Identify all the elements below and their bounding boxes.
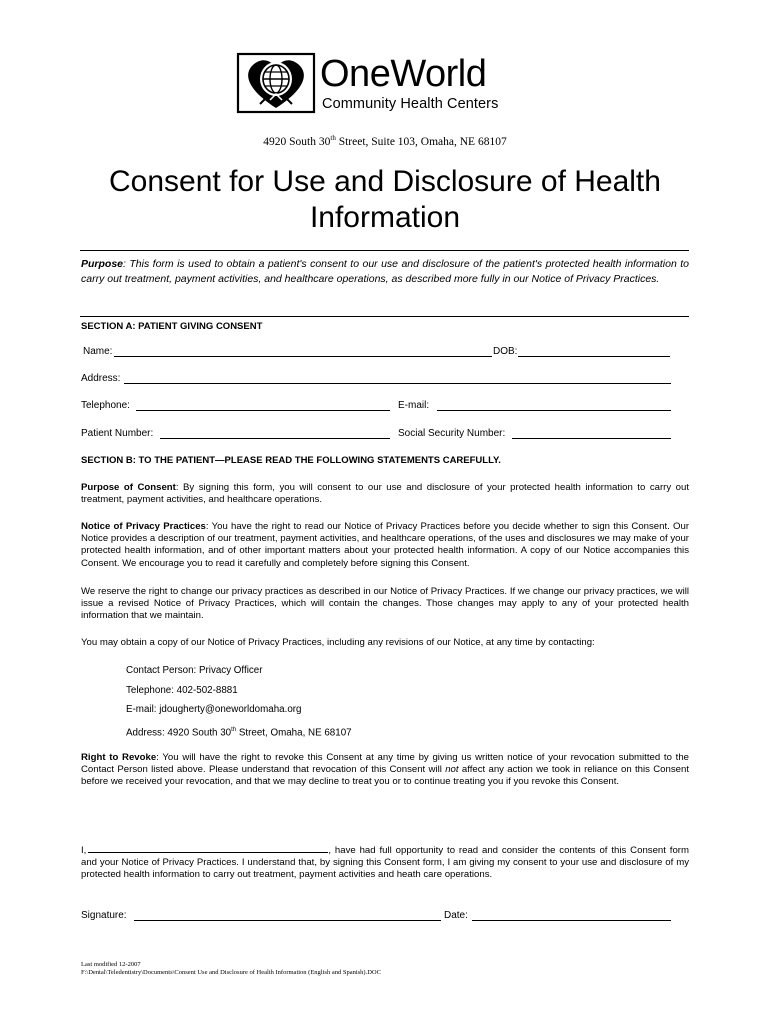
purpose-of-consent-paragraph: Purpose of Consent: By signing this form, you will consent to our use and disclosure of your protected health information to carry out treatment, payment activities, and healthcare operations.: [81, 482, 689, 506]
acknowledgement-paragraph: I, , have had full opportunity to read and consider the contents of this Consent form and your Notice of Privacy Practices. I understand that, by signing this Consent form, I am giving my consent to your use and disclosure of my protected health information to carry out treatment, payment activities and heath care operations.: [81, 845, 689, 881]
contact-email: E-mail: jdougherty@oneworldomaha.org: [126, 704, 302, 715]
footer-modified: Last modified 12-2007: [81, 961, 141, 968]
contact-address: Address: 4920 South 30th Street, Omaha, NE 68107: [126, 727, 352, 739]
purpose-label: Purpose: [81, 258, 124, 270]
patient-number-label: Patient Number:: [81, 428, 154, 439]
email-field[interactable]: [437, 410, 671, 411]
oneworld-logo: [236, 52, 536, 118]
org-subtitle: Community Health Centers: [322, 96, 499, 112]
telephone-field[interactable]: [136, 410, 390, 411]
revoke-label: Right to Revoke: [81, 752, 157, 763]
telephone-label: Telephone:: [81, 400, 130, 411]
address-label: Address:: [81, 373, 121, 384]
acknowledgement-name-field[interactable]: [88, 843, 328, 853]
patient-number-field[interactable]: [160, 438, 390, 439]
email-label: E-mail:: [398, 400, 430, 411]
contact-person: Contact Person: Privacy Officer: [126, 665, 263, 676]
divider: [80, 250, 689, 251]
contact-telephone: Telephone: 402-502-8881: [126, 685, 238, 696]
form-title: Consent for Use and Disclosure of Health Information: [109, 165, 661, 234]
ssn-label: Social Security Number:: [398, 428, 506, 439]
name-label: Name:: [83, 346, 113, 357]
purpose-paragraph: Purpose: This form is used to obtain a patient's consent to our use and disclosure of the patient's protected health information to carry out treatment, payment activities, and healthcare operations, as described more fully in our Notice of Privacy Practices.: [81, 258, 689, 285]
org-name: OneWorld: [320, 53, 487, 95]
heart-globe-logo-icon: [236, 52, 316, 114]
section-b-heading: SECTION B: TO THE PATIENT—PLEASE READ THE FOLLOWING STATEMENTS CAREFULLY.: [81, 455, 501, 466]
name-field[interactable]: [114, 356, 492, 357]
divider: [80, 316, 689, 317]
notice-label: Notice of Privacy Practices: [81, 521, 206, 532]
notice-paragraph: Notice of Privacy Practices: You have the right to read our Notice of Privacy Practices before you decide whether to sign this Consent. Our Notice provides a description of our treatment, payment activities, and healthcare operations, of the uses and disclosures we may make of your protected health information, and of other important matters about your protected health information. A copy of our Notice accompanies this Consent. We encourage you to read it carefully and completely before signing this Consent.: [81, 521, 690, 569]
date-label: Date:: [444, 910, 468, 921]
dob-label: DOB:: [493, 346, 518, 357]
section-a-heading: SECTION A: PATIENT GIVING CONSENT: [81, 321, 263, 332]
revoke-paragraph: Right to Revoke: You will have the right to revoke this Consent at any time by giving us written notice of your revocation submitted to the Contact Person listed above. Please understand that revocation of this Consent will not affect any action we took in reliance on this Consent before we received your revocation, and that we may decline to treat you or to continue treating you if you revoke this Consent.: [81, 752, 689, 788]
footer-file-path: F:\Dental\Teledentistry\Documents\Consent Use and Disclosure of Health Information (English and Spanish).DOC: [81, 969, 381, 976]
dob-field[interactable]: [518, 356, 670, 357]
obtain-paragraph: You may obtain a copy of our Notice of Privacy Practices, including any revisions of our Notice, at any time by contacting:: [81, 637, 595, 648]
date-field[interactable]: [472, 920, 671, 921]
signature-label: Signature:: [81, 910, 127, 921]
address-field[interactable]: [124, 383, 671, 384]
reserve-paragraph: We reserve the right to change our privacy practices as described in our Notice of Privacy Practices. If we change our privacy practices, we will issue a revised Notice of Privacy Practices, which will contain the changes. Those changes may apply to any of your protected health information that we maintain.: [81, 586, 689, 622]
header-address: 4920 South 30th Street, Suite 103, Omaha, NE 68107: [263, 134, 507, 148]
ssn-field[interactable]: [512, 438, 671, 439]
purpose-of-consent-label: Purpose of Consent: [81, 482, 176, 493]
signature-field[interactable]: [134, 920, 441, 921]
